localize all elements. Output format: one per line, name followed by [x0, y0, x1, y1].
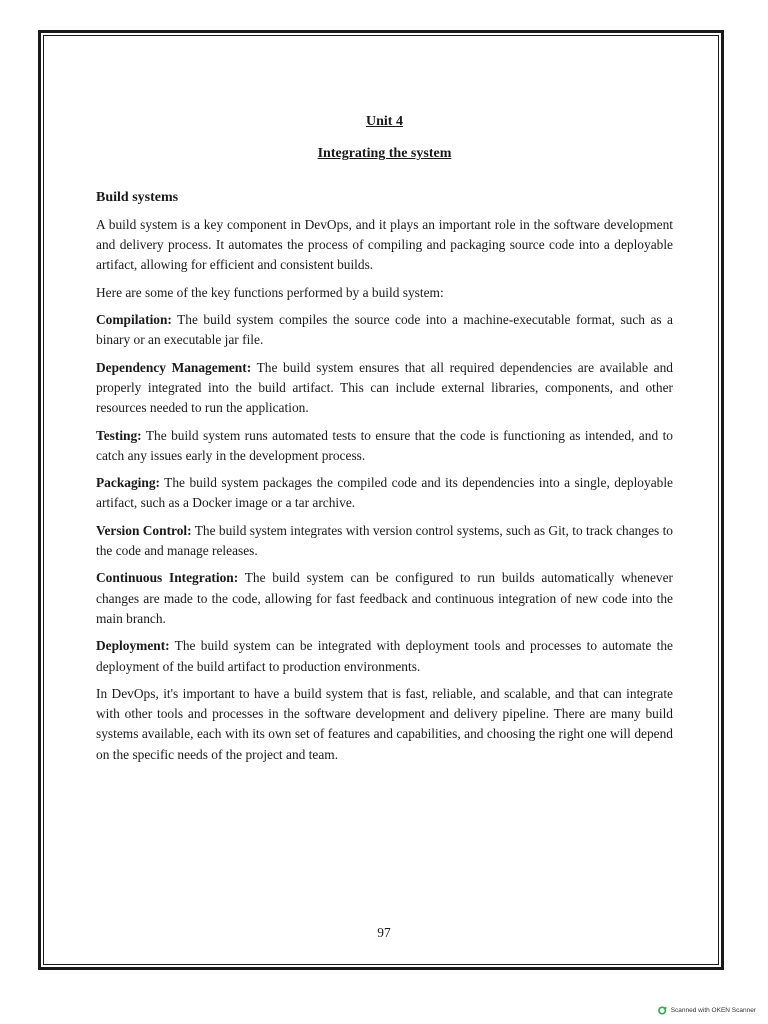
- function-text: The build system can be configured to run builds automatically whenever changes are made to the code, allowing for fast feedback and continuous integration of new code into the main branch.: [96, 570, 674, 626]
- function-text: The build system integrates with version control systems, such as Git, to track changes to the code and manage releases.: [96, 522, 673, 559]
- unit-title: Unit 4: [366, 114, 403, 129]
- function-text: The build system can be integrated with deployment tools and processes to automate the deployment of the build artifact to production environments.: [96, 638, 673, 674]
- function-term: Testing:: [96, 427, 142, 443]
- function-text: The build system packages the compiled code and its dependencies into a single, deployable artifact, such as a Docker image or a tar archive.: [96, 475, 673, 511]
- function-deployment: [96, 636, 673, 677]
- lead-in-paragraph: Here are some of the key functions performed by a build system:: [96, 284, 444, 300]
- function-text: The build system ensures that all required dependencies are available and properly integrated into the build artifact. This can include external libraries, components, and other resources needed to run the application.: [96, 359, 673, 416]
- function-testing: [96, 426, 673, 467]
- page-content: [96, 112, 673, 765]
- conclusion-paragraph: In DevOps, it's important to have a build system that is fast, reliable, and scalable, and that can integrate with other tools and processes in the software development and delivery pipeline. There are many build systems available, each with its own set of features and capabilities, and choosing the right one will depend on the specific needs of the project and team.: [96, 685, 673, 762]
- function-term: Compilation:: [96, 312, 172, 328]
- oken-scanner-logo-icon: [658, 1006, 667, 1015]
- function-term: Continuous Integration:: [96, 570, 239, 586]
- section-heading: Build systems: [96, 189, 179, 205]
- intro-paragraph: A build system is a key component in DevOps, and it plays an important role in the software development and delivery process. It automates the process of compiling and packaging source code into a deployable artifact, allowing for efficient and consistent builds.: [96, 216, 673, 273]
- function-version-control: [96, 521, 673, 562]
- page-number: 97: [377, 925, 391, 940]
- function-dependency-management: [96, 358, 673, 419]
- function-text: The build system runs automated tests to ensure that the code is functioning as intended, and to catch any issues early in the development process.: [96, 427, 673, 463]
- function-packaging: [96, 473, 673, 514]
- scanner-text: Scanned with OKEN Scanner: [670, 1007, 756, 1014]
- function-text: The build system compiles the source code into a machine-executable format, such as a binary or an executable jar file.: [96, 312, 673, 348]
- function-continuous-integration: [96, 568, 673, 629]
- function-term: Packaging:: [96, 475, 160, 491]
- function-compilation: [96, 310, 673, 351]
- function-term: Deployment:: [96, 638, 170, 654]
- chapter-title: Integrating the system: [317, 146, 452, 162]
- function-term: Version Control:: [96, 522, 192, 538]
- scanner-watermark: [658, 1006, 756, 1015]
- function-term: Dependency Management:: [96, 359, 252, 375]
